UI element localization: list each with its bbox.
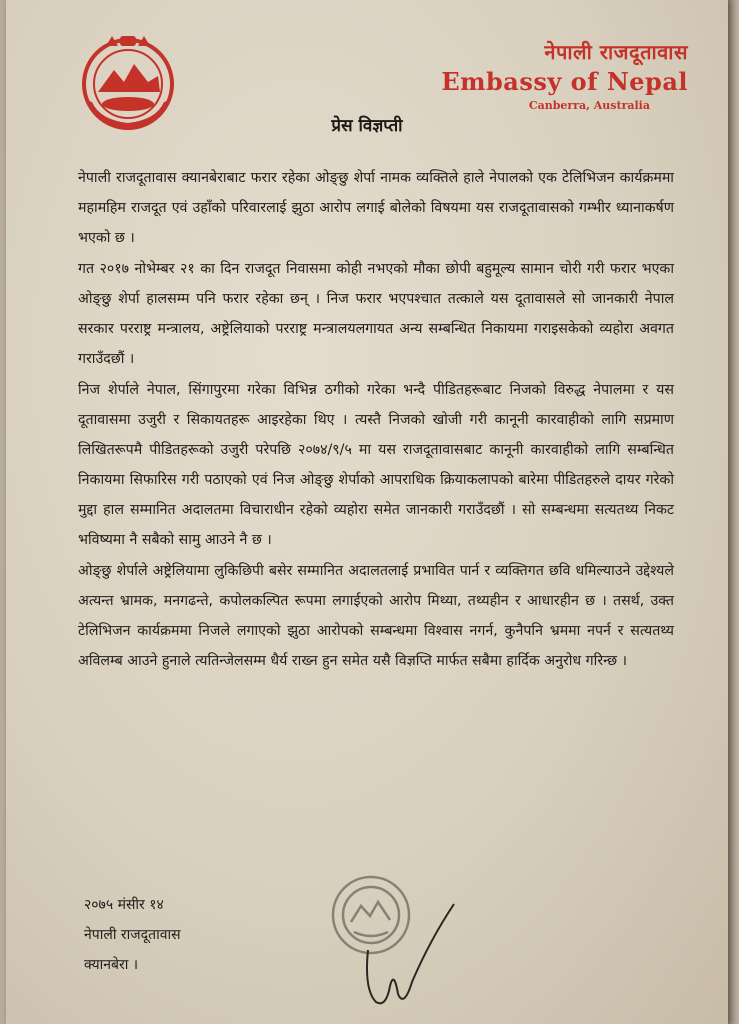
paragraph-4: ओङ्छु शेर्पाले अष्ट्रेलियामा लुकिछिपी बसेर सम्मानित अदालतलाई प्रभावित पार्न र व्यक्तिगत छवि धमिल्याउने उद्देश्यले अत्यन्त भ्रामक, मनगढन्ते, कपोलकल्पित रूपमा लगाईएको आरोप मिथ्या, तथ्यहीन र आधारहीन छ । तसर्थ, उक्त टेलिभिजन कार्यक्रममा निजले लगाएको झुठा आरोपको सम्बन्धमा विश्वास नगर्न, कुनैपनि भ्रममा नपर्न र सत्यतथ्य अविलम्ब आउने हुनाले त्यतिन्जेलसम्म धैर्य राख्न हुन समेत यसै विज्ञप्ति मार्फत सबैमा हार्दिक अनुरोध गरिन्छ । [78, 563, 674, 669]
paragraph-3: निज शेर्पाले नेपाल, सिंगापुरमा गरेका विभिन्न ठगीको गरेका भन्दै पीडितहरूबाट निजको विरुद्ध नेपालमा र यस दूतावासमा उजुरी र सिकायतहरू आइरहेका थिए । त्यस्तै निजको खोजी गरी कानूनी कारवाहीको लागि सप्रमाण लिखितरूपमै पीडितहरूको उजुरी परेपछि २०७४/९/५ मा यस राजदूतावासबाट कानूनी कारवाहीको लागि सम्बन्धित निकायमा सिफारिस गरी पठाएको एवं निज ओङ्छु शेर्पाको आपराधिक क्रियाकलापको बारेमा पीडितहरुले दायर गरेको मुद्दा हाल सम्मानित अदालतमा विचाराधीन रहेको व्यहोरा समेत जानकारी गराउँदछौं । सो सम्बन्धमा सत्यतथ्य निकट भविष्यमा नै सबैको सामु आउने नै छ । [78, 382, 674, 548]
letterhead-nepali-name: नेपाली राजदूतावास [544, 40, 688, 64]
document-body [78, 163, 674, 677]
letterhead [441, 38, 688, 112]
footer-office: नेपाली राजदूतावास [84, 927, 181, 943]
letterhead-city: Canberra, Australia [528, 99, 650, 112]
paragraph-2: गत २०१७ नोभेम्बर २१ का दिन राजदूत निवासमा कोही नभएको मौका छोपी बहुमूल्य सामान चोरी गरी फरार भएका ओङ्छु शेर्पा हालसम्म पनि फरार रहेका छन् । निज फरार भएपश्चात तत्काले यस दूतावासले सो जानकारी नेपाल सरकार परराष्ट्र मन्त्रालय, अष्ट्रेलियाको परराष्ट्र मन्त्रालयलगायत अन्य सम्बन्धित निकायमा गराइसकेको व्यहोरा अवगत गराउँदछौं । [78, 261, 675, 367]
adjacent-paper-edge [728, 0, 739, 1024]
document-footer [84, 890, 181, 980]
document-title: प्रेस विज्ञप्ती [331, 116, 403, 136]
press-release-document [6, 0, 728, 1024]
footer-date: २०७५ मंसीर १४ [84, 897, 164, 913]
signature-icon [346, 890, 466, 1010]
footer-city: क्यानबेरा । [84, 957, 139, 973]
letterhead-english-name: Embassy of Nepal [441, 67, 688, 96]
paragraph-1: नेपाली राजदूतावास क्यानबेराबाट फरार रहेका ओङ्छु शेर्पा नामक व्यक्तिले हाले नेपालको एक टेलिभिजन कार्यक्रममा महामहिम राजदूत एवं उहाँको परिवारलाई झुठा आरोप लगाई बोलेको विषयमा यस राजदूतावासको गम्भीर ध्यानाकर्षण भएको छ । [78, 170, 674, 246]
